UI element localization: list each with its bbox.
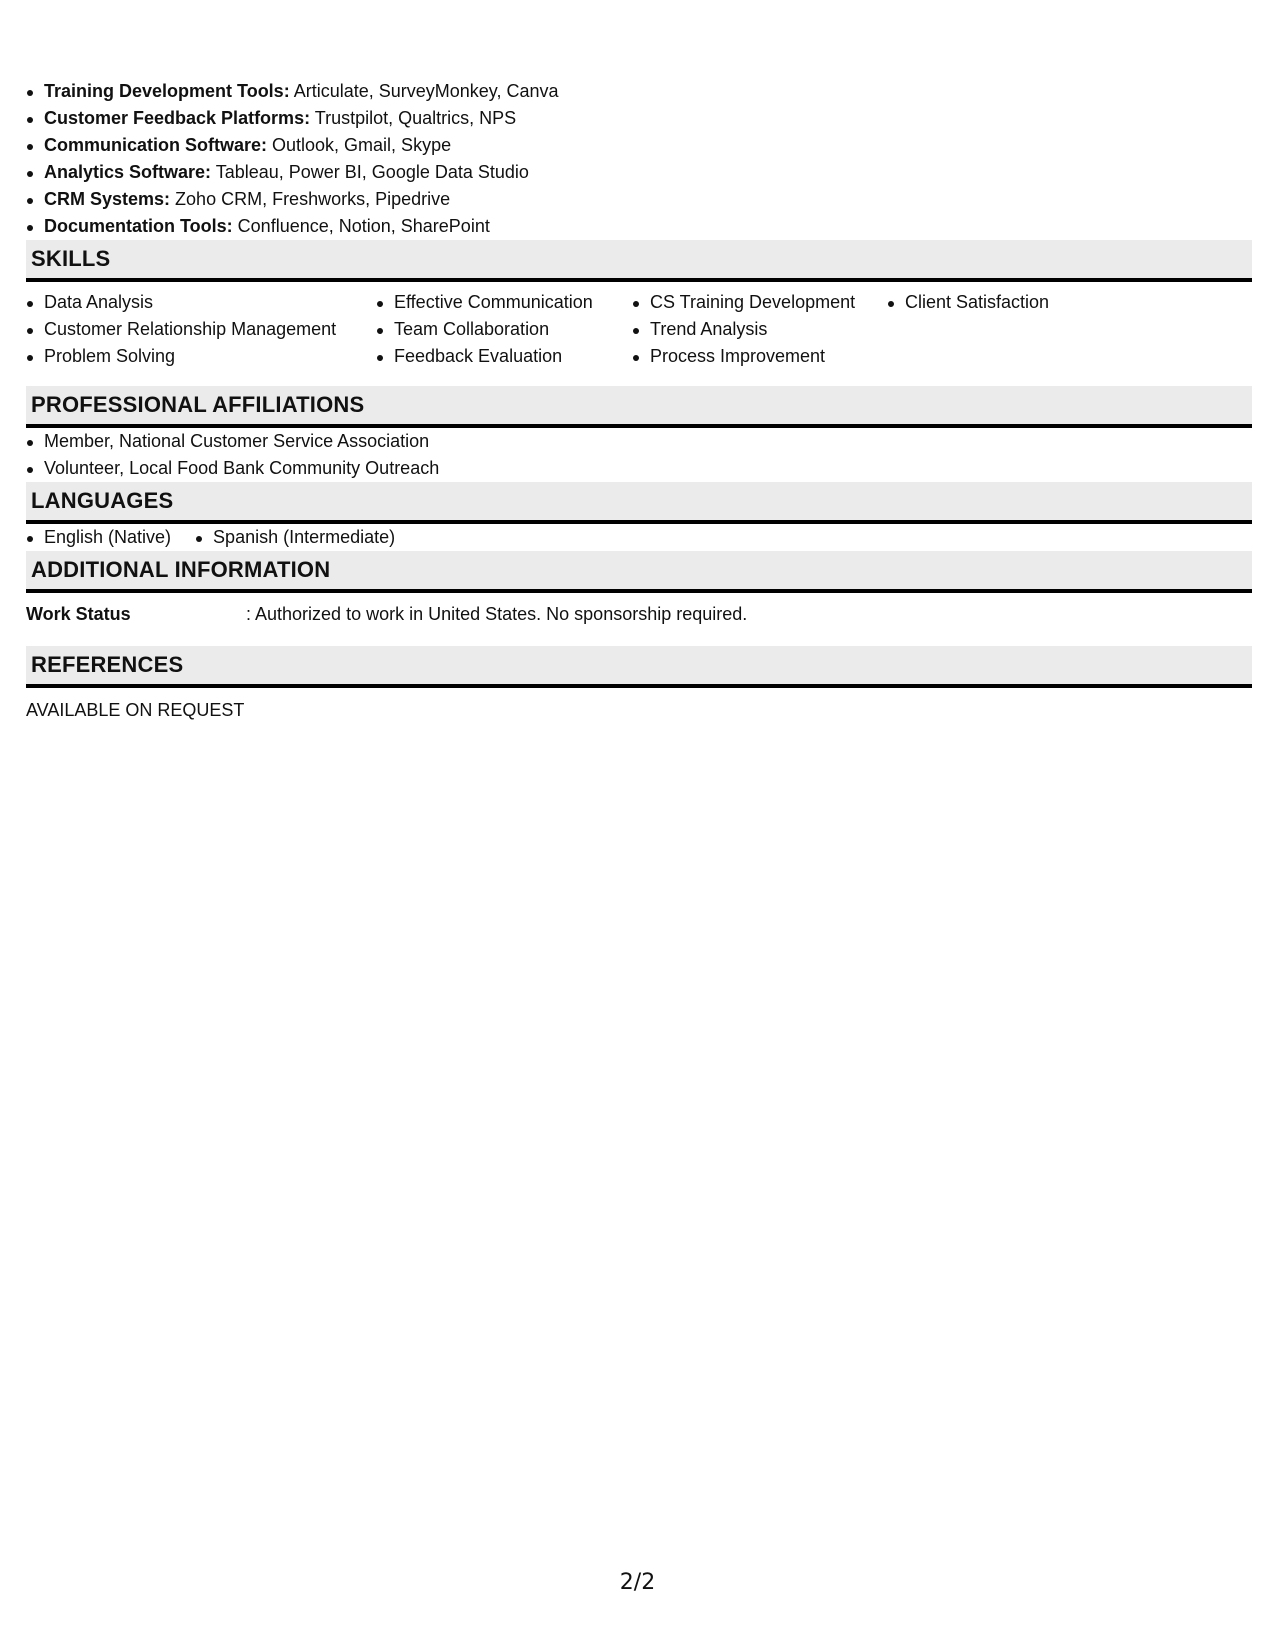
skills-column xyxy=(376,289,632,370)
language-item: English (Native) xyxy=(26,524,171,551)
references-heading: REFERENCES xyxy=(26,646,1252,688)
skills-column xyxy=(887,289,1087,370)
work-status-row xyxy=(26,601,1252,628)
language-item: Spanish (Intermediate) xyxy=(195,524,395,551)
skill-item: Effective Communication xyxy=(376,289,632,316)
tool-category-value: Articulate, SurveyMonkey, Canva xyxy=(289,81,559,101)
languages-list xyxy=(26,524,1252,551)
list-item xyxy=(26,78,1252,105)
tool-category-value: Confluence, Notion, SharePoint xyxy=(232,216,490,236)
tool-category-value: Zoho CRM, Freshworks, Pipedrive xyxy=(170,189,451,209)
affiliation-item: Volunteer, Local Food Bank Community Outreach xyxy=(26,455,1252,482)
skill-item: Feedback Evaluation xyxy=(376,343,632,370)
skill-item: Client Satisfaction xyxy=(887,289,1087,316)
tool-category-value: Trustpilot, Qualtrics, NPS xyxy=(310,108,517,128)
list-item xyxy=(26,159,1252,186)
resume-page xyxy=(26,78,1252,724)
tool-category-label: Documentation Tools: xyxy=(44,216,233,236)
tool-category-label: Analytics Software: xyxy=(44,162,212,182)
list-item xyxy=(26,186,1252,213)
tool-category-label: Customer Feedback Platforms: xyxy=(44,108,311,128)
skills-grid xyxy=(26,289,1252,370)
skill-item: Data Analysis xyxy=(26,289,376,316)
additional-info-heading: ADDITIONAL INFORMATION xyxy=(26,551,1252,593)
page-number: 2/2 xyxy=(619,1570,656,1595)
list-item xyxy=(26,132,1252,159)
work-status-label: Work Status xyxy=(26,604,131,624)
skill-item: Trend Analysis xyxy=(632,316,887,343)
tool-category-label: Training Development Tools: xyxy=(44,81,290,101)
list-item xyxy=(26,213,1252,240)
skill-item: Customer Relationship Management xyxy=(26,316,376,343)
tool-category-label: CRM Systems: xyxy=(44,189,171,209)
tool-category-label: Communication Software: xyxy=(44,135,268,155)
work-status-value: : Authorized to work in United States. No sponsorship required. xyxy=(246,604,748,624)
skill-item: Process Improvement xyxy=(632,343,887,370)
tool-category-value: Outlook, Gmail, Skype xyxy=(267,135,452,155)
skills-column xyxy=(632,289,887,370)
affiliations-heading: PROFESSIONAL AFFILIATIONS xyxy=(26,386,1252,428)
skill-item: CS Training Development xyxy=(632,289,887,316)
list-item xyxy=(26,105,1252,132)
tool-category-value: Tableau, Power BI, Google Data Studio xyxy=(211,162,529,182)
languages-heading: LANGUAGES xyxy=(26,482,1252,524)
affiliation-item: Member, National Customer Service Association xyxy=(26,428,1252,455)
skills-column xyxy=(26,289,376,370)
tools-list xyxy=(26,78,1252,240)
skills-heading: SKILLS xyxy=(26,240,1252,282)
skill-item: Problem Solving xyxy=(26,343,376,370)
skill-item: Team Collaboration xyxy=(376,316,632,343)
references-text: AVAILABLE ON REQUEST xyxy=(26,700,245,720)
affiliations-list xyxy=(26,428,1252,482)
